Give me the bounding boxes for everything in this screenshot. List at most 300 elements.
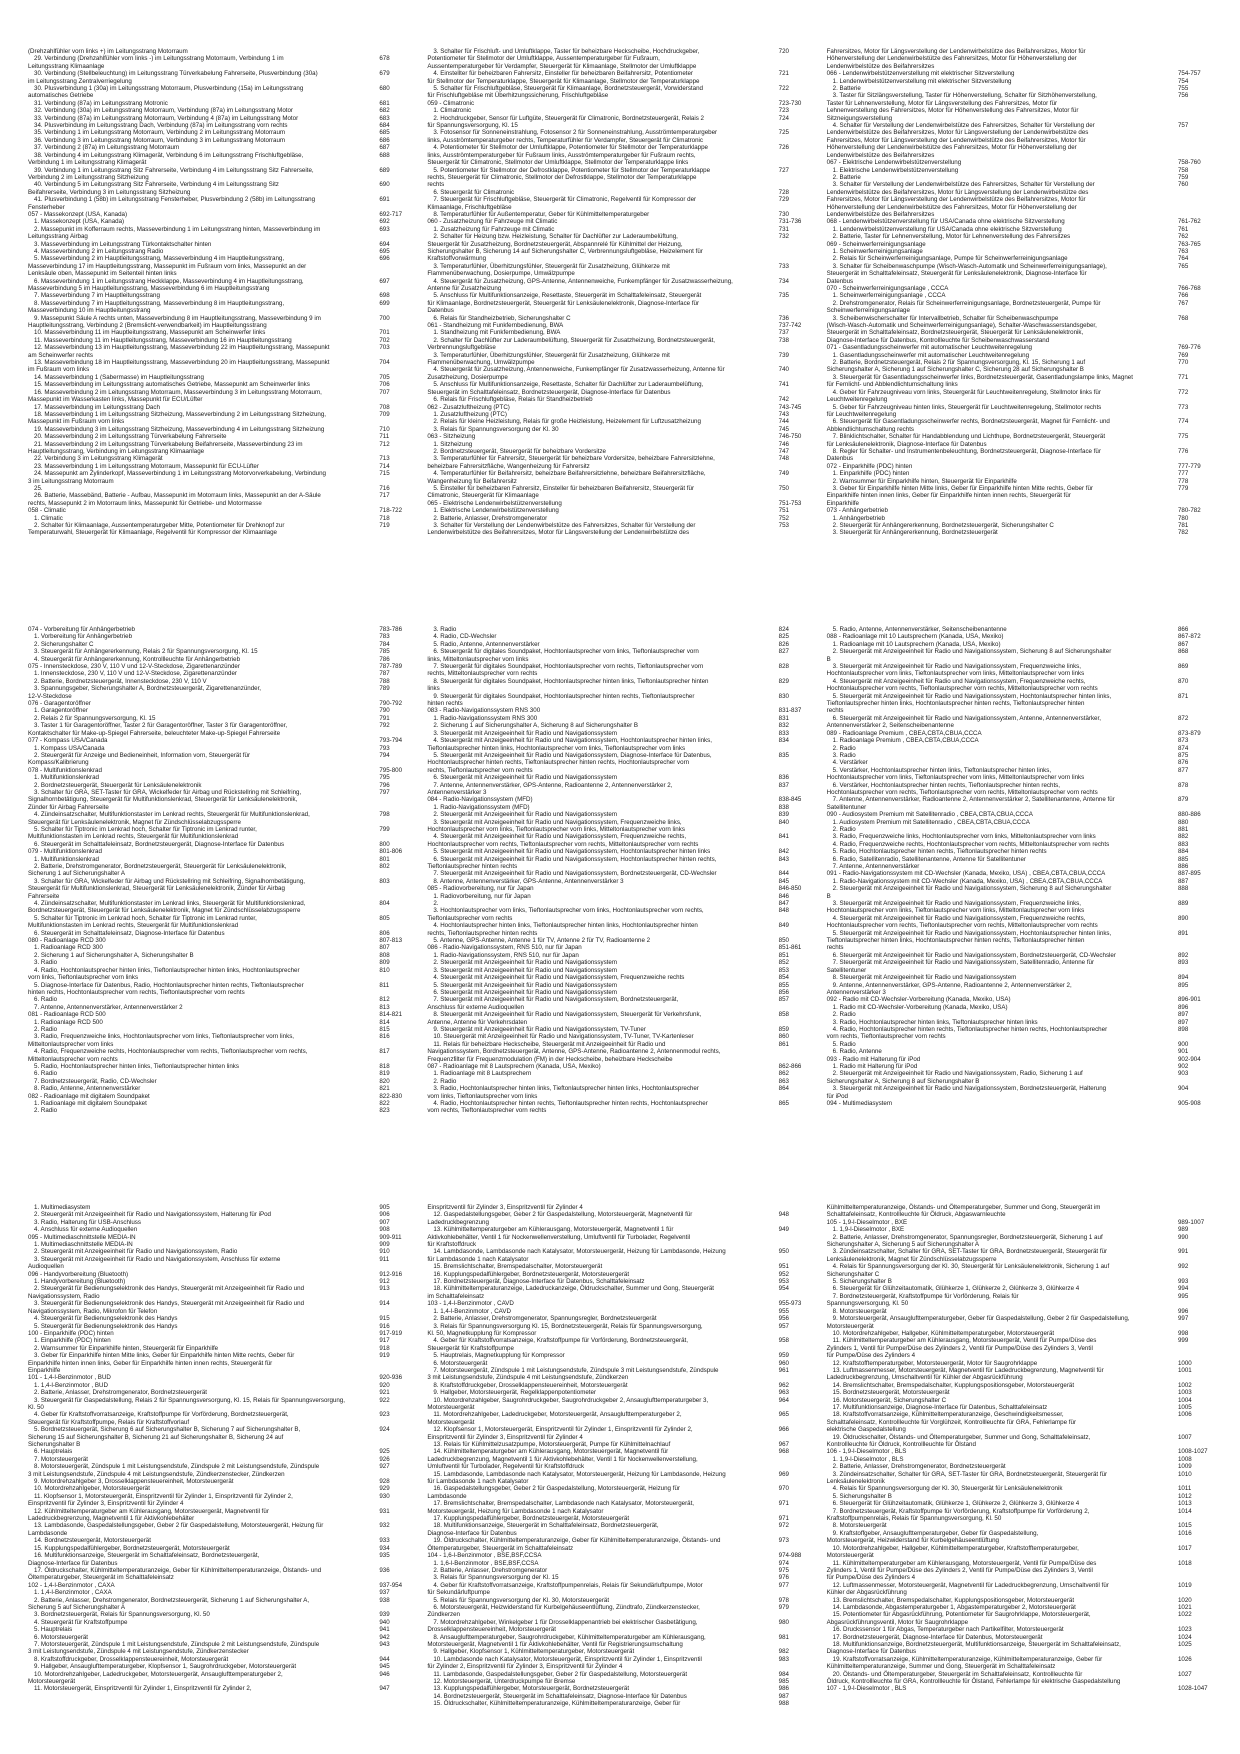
section-heading-entry [28, 1330, 413, 1337]
toc-entry [427, 1345, 812, 1352]
toc-entry [427, 633, 812, 640]
entry-text: Spannungsversorgung, Kl. 50 [826, 1300, 909, 1308]
toc-entry [28, 144, 413, 151]
entry-text: Temperaturwahl, Steuergerät für Klimaanlage, Regelventil für Kompressor der Klimaanlage [28, 529, 277, 537]
toc-entry [827, 1278, 1212, 1285]
entry-text: rechts, Tieftonlautsprecher vorn rechts [427, 766, 533, 774]
section-heading-entry [28, 1093, 413, 1100]
entry-text: 14. Bordnetzsteuergerät, Steuergerät im Schalttafeleinsatz, Diagnose-Interface für Datenbus [433, 1692, 687, 1700]
page-number: 765 [1177, 262, 1189, 270]
entry-text: 2. Batterie, Bordnetzsteuergerät, Relais 2 für Spannungsversorgung, Kl. 15, Sicherung 1 auf [832, 359, 1086, 367]
page-number: 989 [1177, 1226, 1189, 1234]
page-number: 724 [778, 114, 789, 122]
toc-entry [427, 833, 812, 840]
toc-entry [827, 1374, 1212, 1381]
entry-text: 3. Schalter für Scheibenwaschpumpe (Wisch-Wasch-Automatik und Scheinwerferreinigungsanlage), [832, 262, 1107, 270]
column-2 [427, 1204, 812, 1708]
entry-text: Lendenwirbelstütze des Beifahrersitzes [826, 210, 935, 218]
toc-entry [827, 937, 1212, 944]
toc-entry [827, 1589, 1212, 1596]
entry-text: Abgasrückführungsventil, Motor für Saugrohrklappe [826, 1618, 969, 1626]
entry-text: 2. Schalter für Dachlüfter zur Laderaumbelüftung, Steuergerät für Zusatzheizung, Bordnetzsteuergerät, [433, 336, 716, 344]
entry-text: 15. Bremslichtschalter, Bremspedalschalter, Motorsteuergerät [433, 1263, 603, 1271]
toc-entry [28, 952, 413, 959]
entry-text: Hochtonlautsprecher vorn links, Tieftonlautsprecher vorn links, Mitteltonlautsprecher vorn links [427, 825, 685, 833]
toc-entry [827, 1204, 1212, 1211]
toc-entry [427, 782, 812, 789]
toc-entry [827, 944, 1212, 951]
page-number: 1013 [1177, 1500, 1192, 1508]
page-number: 730 [778, 210, 789, 218]
toc-entry [28, 122, 413, 129]
page-number: 865 [778, 1100, 789, 1107]
toc-entry [827, 1485, 1212, 1492]
entry-text: 5. Radio, Hochtonlautsprecher hinten rechts, Tieftonlautsprecher hinten rechts [832, 848, 1047, 856]
toc-entry [427, 1530, 812, 1537]
page-number: 733 [778, 262, 789, 270]
toc-entry [28, 137, 413, 144]
entry-text: 7. Antenne, Antennenverstärker [832, 863, 920, 870]
toc-entry [827, 1271, 1212, 1278]
toc-entry [28, 648, 413, 655]
toc-entry [28, 129, 413, 136]
toc-entry [427, 1604, 812, 1611]
toc-entry [28, 1641, 413, 1648]
entry-text: Öltemperaturgeber, Steuergerät im Schalttafeleinsatz [28, 1574, 174, 1582]
page-number: 991 [1177, 1248, 1189, 1256]
page-number: 904 [1177, 1085, 1189, 1093]
entry-text: 3. Relais für Spannungsversorgung Kl. 15, Bordnetzsteuergerät, Relais für Spannungsversorgung, [433, 1322, 703, 1330]
entry-text: 4. Steuergerät mit Anzeigeeinheit für Radio und Navigationssystem, Hochtonlautsprecher hinten links, [433, 737, 712, 745]
toc-entry [827, 152, 1212, 159]
page-number: 932 [379, 1522, 390, 1530]
entry-text: Mitteltonlautsprecher vorn rechts [28, 1055, 118, 1063]
page-number: 975 [778, 1566, 789, 1574]
entry-text: 6. Steuergerät für Climatronic [433, 188, 515, 196]
entry-text: Sicherungshalter A, Sicherung 5 auf Sicherungshalter A [826, 1241, 980, 1249]
page-number: 840 [778, 818, 789, 826]
entry-text: Höhenverstellung der Lendenwirbelstütze des Fahrersitzes, Motor für Höhenverstellung der [826, 55, 1077, 63]
entry-text: 3. Steuergerät für Bedienungselektronik des Handys, Steuergerät mit Anzeigeeinheit für Radio und [34, 1300, 305, 1308]
entry-text: 083 - Radio-Navigationssystem RNS 300 [427, 707, 541, 715]
section-heading-entry [28, 1011, 413, 1018]
entry-text: 7. Antenne, Antennenverstärker, Radioantenne 2, Antennenverstärker 2, Satellitenantenne, Antenne für [832, 796, 1115, 804]
entry-text: Fahrersitzes, Motor für Längsverstellung der Lendenwirbelstütze des Beifahrersitzes, Motor für [826, 48, 1086, 55]
page-number: 861 [778, 1040, 789, 1048]
toc-entry [827, 1033, 1212, 1040]
toc-entry [427, 159, 812, 166]
entry-text: 095 - Multimediaschnittstelle MEDIA-IN [28, 1233, 136, 1241]
toc-entry [427, 241, 812, 248]
toc-entry [827, 1441, 1212, 1448]
toc-entry [28, 796, 413, 803]
page-number: 902-904 [1177, 1055, 1201, 1063]
toc-entry [28, 315, 413, 322]
page-number: 967 [778, 1441, 789, 1448]
toc-entry [827, 322, 1212, 329]
entry-text: 6. Hauptrelais [34, 1448, 73, 1456]
page-number: 707 [379, 388, 390, 396]
section-heading-entry [28, 1271, 413, 1278]
entry-text: 085 - Radiovorbereitung, nur für Japan [427, 885, 534, 893]
toc-entry [827, 248, 1212, 255]
entry-text: 17. Öldruckschalter, Kühlmitteltemperaturanzeige, Geber für Kühlmitteltemperaturanzeige, Ölstands- und [34, 1566, 322, 1574]
entry-text: 6. Steuergerät im Schalttafeleinsatz, Diagnose-Interface für Datenbus [34, 929, 225, 937]
entry-text: Motorsteuergerät [427, 1403, 475, 1411]
page-number: 769-776 [1177, 344, 1201, 352]
entry-text: 1. Climatronic [433, 107, 472, 115]
page-number: 952 [778, 1270, 789, 1278]
page-number: 856 [778, 988, 789, 996]
page-number: 882 [1177, 833, 1189, 841]
entry-text: 4. Einstellter für beheizbaren Fahrersitz, Einsteller für beheizbaren Beifahrersitz, Potentiometer [433, 70, 693, 78]
entry-text: 074 - Vorbereitung für Anhängerbetrieb [28, 626, 135, 633]
toc-entry [427, 278, 812, 285]
entry-text: 5. Relais für Spannungsversorgung der Kl. 30, Motorsteuergerät [433, 1596, 610, 1604]
entry-text: Lendenwirbelstütze des Beifahrersitzes, Motor für Längsverstellung der Lendenwirbelstütze des [826, 129, 1089, 137]
entry-text: für Frischluftgebläse mit Überhitzungssicherung, Frischluftgebläse [427, 92, 609, 100]
entry-text: 6. Motorsteuergerät, Heizwiderstand für Kurbelgehäuseentlüftung, Zündtrafo, Zündkerzenstecker, [433, 1603, 700, 1611]
entry-text: 24. Massepunkt am Zylinderkopf, Masseverbindung 1 im Leitungsstrang Motorvorverkabelung, Verbindung [34, 470, 327, 478]
toc-entry [427, 122, 812, 129]
toc-entry [427, 55, 812, 62]
entry-text: 6. Steuergerät mit Anzeigeeinheit für Radio und Navigationssystem [433, 988, 617, 996]
entry-text: 18. Multifunktionsanzeige, Bordnetzsteuergerät, Multifunktionsanzeige, Steuergerät im Schalttafeleinsatz, [832, 1640, 1121, 1648]
toc-entry [28, 1634, 413, 1641]
entry-text: Steuergerät im Schalttafeleinsatz, Steuergerät für Lenksäulenelektronik, Diagnose-Interface für [826, 270, 1087, 278]
section-heading-entry [827, 1219, 1212, 1226]
entry-text: Kraftstoffvorwärmung [427, 255, 487, 263]
entry-text: Flammenüberwachung, Dosierpumpe, Umwälzpumpe [427, 270, 575, 278]
toc-entry [427, 1567, 812, 1574]
entry-text: Zünder für Airbag Fahrerseite [28, 803, 109, 811]
page-number: 832 [778, 722, 789, 730]
entry-text: Aktivkohlebehälter, Ventil 1 für Nockenwellenverstellung, Umluftventil für Turbolader, Regelventil [427, 1233, 691, 1241]
toc-entry [28, 226, 413, 233]
page-number: 968 [778, 1448, 789, 1456]
entry-text: 3. Schalter für GRA, Wickelfeder für Airbag und Rückstellring mit Schleifring, Signalhornbetätigung, [34, 877, 306, 885]
page-number: 820 [379, 1077, 390, 1085]
toc-entry [827, 1478, 1212, 1485]
column-3 [827, 626, 1212, 1115]
entry-text: 106 - 1,9-l-Dieselmotor , BLS [826, 1448, 907, 1456]
toc-entry [427, 470, 812, 477]
entry-text: 076 - Garagentoröffner [28, 700, 91, 708]
page-number: 857 [778, 996, 789, 1004]
entry-text: 8. Masseverbindung 7 im Hauptleitungsstrang, Masseverbindung 8 im Hauptleitungsstrang, [34, 299, 285, 307]
entry-text: vorn links, Tieftonlautsprecher vorn links [28, 974, 139, 982]
entry-text: 3. Radio [34, 959, 58, 967]
entry-text: 9. Massepunkt Säule A rechts unten, Masseverbindung 8 im Hauptleitungsstrang, Masseverbindung 9 im [34, 314, 321, 322]
page-number: 783-786 [379, 626, 403, 633]
entry-text: im Fußraum vorn links [28, 366, 90, 374]
toc-entry [827, 100, 1212, 107]
page-number: 854 [778, 974, 789, 982]
entry-text: 2. Batterie, Anlasser, Drehstromgenerator, Bordnetzsteuergerät [832, 1463, 1006, 1471]
toc-entry [827, 55, 1212, 62]
toc-entry [28, 241, 413, 248]
toc-entry [427, 1545, 812, 1552]
entry-text: 3. Steuergerät mit Anzeigeeinheit für Radio und Navigationssystem, Bordnetzsteuergerät, Halterung [832, 1085, 1107, 1093]
toc-entry [427, 1611, 812, 1618]
entry-text: Frequenzfilter für Frequenzmodulation (FM) in der Heckscheibe, beheizbare Heckscheibe [427, 1055, 673, 1063]
entry-text: 15. Lambdasonde, Lambdasonde nach Katalysator, Motorsteuergerät, Heizung für Lambdasonde, Heizung [433, 1470, 726, 1478]
entry-text: 5. Masseverbindung 2 im Hauptleitungsstrang, Masseverbindung 4 im Hauptleitungsstrang, [34, 255, 285, 263]
toc-entry [28, 448, 413, 455]
page-number: 1025 [1177, 1640, 1192, 1648]
page-number: 783 [379, 633, 390, 641]
entry-text: hinten rechts, Hochtonlautsprecher vorn rechts, Tieftonlautsprecher vorn rechts [28, 988, 245, 996]
entry-text: 1. Kompass USA/Canada [34, 744, 105, 752]
toc-entry [427, 1411, 812, 1418]
toc-entry [28, 1493, 413, 1500]
section-heading-entry [427, 322, 812, 329]
entry-text: 19. Masseverbindung 3 im Leitungsstrang Sitzheizung, Masseverbindung 4 im Leitungsstrang Sitzheizung [34, 425, 325, 433]
entry-text: 2. Batterie, Taster für Lehnenverstellung, Motor für Lehnenverstellung des Fahrersitzes [832, 233, 1071, 241]
page-number: 790 [379, 707, 390, 715]
page-number: 873 [1177, 737, 1189, 745]
entry-text: 3. Temperaturfühler, Überhitzungsfühler, Steuergerät für Zusatzheizung, Glühkerze mit [433, 351, 670, 359]
toc-entry [28, 1522, 413, 1529]
entry-text: 6. Radio, Antenne [832, 1048, 882, 1056]
entry-text: Lambdasonde [28, 1529, 68, 1537]
page-number: 870 [1177, 677, 1189, 685]
toc-entry [427, 1078, 812, 1085]
page-number: 699 [379, 299, 390, 307]
page-number: 880-886 [1177, 811, 1201, 819]
entry-text: 5. Radio, Antenne, Antennenverstärker [433, 640, 540, 648]
toc-entry [28, 1278, 413, 1285]
entry-text: rechts, Steuergerät für Climatronic, Stellmotor der Defrostklappe, Stellmotor der Temperaturklappe [427, 173, 697, 181]
entry-text: Fahrerseite [28, 892, 60, 900]
page-number: 770 [1177, 359, 1189, 367]
entry-text: 082 - Radioanlage mit digitalem Soundpaket [28, 1092, 150, 1100]
page-number: 949 [778, 1226, 789, 1234]
entry-text: 2. Relais für kleine Heizleistung, Relais für große Heizleistung, Heizelement für Luftzusatzheizung [433, 418, 701, 426]
entry-text: Sicherungshalter A, Sicherung 1 auf Sicherungshalter C, Sicherung 28 auf Sicherungshalter B [826, 366, 1084, 374]
toc-entry [827, 1500, 1212, 1507]
column-1 [28, 626, 413, 1115]
page-number: 780-782 [1177, 507, 1201, 515]
toc-entry [28, 1345, 413, 1352]
toc-entry [427, 255, 812, 262]
toc-entry [427, 233, 812, 240]
entry-text: 12. Gaspedalstellungsgeber, Geber 2 für Gaspedalstellung, Motorsteuergerät, Magnetventil für [433, 1211, 693, 1219]
page-number: 984 [778, 1670, 789, 1678]
entry-text: Einparkhilfe [28, 1366, 61, 1374]
entry-text: 6. Steuergerät für Gasentladungsscheinwerfer rechts, Bordnetzsteuergerät, Magnet für Fernlicht- und [832, 418, 1110, 426]
page-number: 923 [379, 1411, 390, 1419]
toc-entry [427, 485, 812, 492]
section-heading-entry [827, 633, 1212, 640]
page-number: 887 [1177, 877, 1189, 885]
entry-text: Lehnenverstellung des Fahrersitzes, Motor für Höhenverstellung des Fahrersitzes, Motor für [826, 107, 1079, 115]
section-heading-entry [427, 944, 812, 951]
page-number: 999 [1177, 1337, 1189, 1345]
toc-entry [427, 285, 812, 292]
toc-entry [827, 1619, 1212, 1626]
entry-text: 2. Batterie, Drehstromgenerator, Bordnetzsteuergerät, Steuergerät für Lenksäulenelektronik, [34, 863, 287, 870]
entry-text: 10. Motordrehzahlgeber, Hallgeber, Kühlmitteltemperaturgeber, Kraftstofftemperaturgeber, [832, 1544, 1079, 1552]
page-number: 956 [778, 1315, 789, 1323]
entry-text: 37. Verbindung 2 (87a) im Leitungsstrang Motorraum [34, 144, 180, 152]
toc-entry [427, 374, 812, 381]
toc-entry [427, 248, 812, 255]
entry-text: Hochtonlautsprecher vorn rechts, Tieftonlautsprecher vorn rechts, Mitteltonlautsprecher vorn rechts [826, 922, 1098, 930]
entry-text: 101 - 1,4-l-Benzinmotor , BUD [28, 1374, 111, 1382]
entry-text: elektrische Gaspedalstellung [826, 1426, 906, 1434]
entry-text: 2. Bordnetzsteuergerät, Steuergerät für beheizbare Vordersitze [433, 447, 606, 455]
entry-text: 36. Verbindung 3 im Leitungsstrang Motorraum, Verbindung 3 im Leitungsstrang Motorraum [34, 136, 286, 144]
toc-entry [28, 515, 413, 522]
page-number: 1000 [1177, 1359, 1192, 1367]
page-number: 727 [778, 166, 789, 174]
toc-entry [28, 196, 413, 203]
entry-text: 1. Audiosystem Premium mit Satellitenradio , CBEA,CBTA,CBUA,CCCA [832, 818, 1030, 826]
entry-text: 11. Masseverbindung 11 im Hauptleitungsstrang, Masseverbindung 16 im Hauptleitungsstrang [34, 336, 292, 344]
entry-text: für Stellmotor der Temperaturklappe, Steuergerät für Klimaanlage, Stellmotor der Temperaturklappe [427, 77, 700, 85]
page-number: 896-901 [1177, 996, 1201, 1004]
toc-entry [427, 1441, 812, 1448]
page-number: 829 [778, 677, 789, 685]
section-heading-entry [427, 707, 812, 714]
entry-text: 3. Steuergerät mit Anzeigeeinheit für Radio und Navigationssystem, Frequenzweiche links, [832, 663, 1081, 671]
toc-entry [827, 1419, 1212, 1426]
toc-entry [427, 181, 812, 188]
entry-text: 6. Steuergerät mit Anzeigeeinheit für Radio und Navigationssystem, Antenne, Antennenverstärker, [832, 714, 1101, 722]
entry-text: 2. Steuergerät mit Anzeigeeinheit für Radio und Navigationssystem, Sicherung 8 auf Sicherungshalter [832, 885, 1112, 893]
page-number: 846-850 [778, 885, 802, 893]
entry-text: 10. Motordrehzahlgeber, Ladedruckgeber, Motorsteuergerät, Ansauglufttemperaturgeber 2, [34, 1670, 283, 1678]
toc-entry [827, 255, 1212, 262]
entry-text: 2. Drehstromgenerator, Relais für Scheinwerferreinigungsanlage, Bordnetzsteuergerät, Pumpe für [832, 299, 1101, 307]
toc-entry [827, 1656, 1212, 1663]
page-number: 1019 [1177, 1581, 1192, 1589]
entry-text: Sicherungshalter B [28, 1441, 81, 1448]
toc-entry [28, 1367, 413, 1374]
entry-text: 9. Hallgeber, Motorsteuergerät, Regelklappenpotentiometer [433, 1389, 597, 1397]
toc-entry [28, 752, 413, 759]
toc-entry [427, 529, 812, 536]
toc-entry [427, 1263, 812, 1270]
page-number: 974-988 [778, 1552, 802, 1560]
toc-entry [827, 1582, 1212, 1589]
page-number: 859 [778, 1025, 789, 1033]
page-number: 679 [379, 70, 390, 78]
entry-text: Datenbus [826, 277, 854, 285]
toc-entry [827, 1411, 1212, 1418]
entry-text: 17. Bremslichtschalter, Bremspedalschalter, Lambdasonde nach Katalysator, Motorsteuergerät, [433, 1500, 695, 1508]
toc-entry [28, 1656, 413, 1663]
page-number: 695 [379, 247, 390, 255]
entry-text: 3. Geber für Einparkhilfe hinten Mitte links, Geber für Einparkhilfe hinten Mitte rechts, Geber für [34, 1352, 295, 1360]
page-number: 771 [1177, 373, 1189, 381]
toc-entry [28, 745, 413, 752]
entry-text: 2. Radio [832, 1011, 856, 1019]
page-number: 760 [1177, 181, 1189, 189]
section-heading-entry [28, 848, 413, 855]
section-heading-entry [827, 730, 1212, 737]
entry-text: Verbrennungsluftgebläse [427, 344, 496, 352]
page-number: 983 [778, 1655, 789, 1663]
entry-text: Datenbus [826, 455, 854, 463]
entry-text: 14. Bordnetzsteuergerät, Motorsteuergerät [34, 1537, 151, 1545]
entry-text: 34. Plusverbindung im Leitungsstrang Dach, Verbindung (87a) im Leitungsstrang vorn rechts [34, 122, 288, 130]
entry-text: 2. Warnsummer für Einparkhilfe hinten, Steuergerät für Einparkhilfe [832, 477, 1017, 485]
toc-entry [28, 1597, 413, 1604]
toc-entry [827, 1093, 1212, 1100]
toc-entry [427, 848, 812, 855]
entry-text: 1. Lendenwirbelstützenverstellung mit elektrischer Sitzverstellung [832, 77, 1012, 85]
entry-text: 13. Lambdasonde, Gaspedalstellungsgeber, Geber 2 für Gaspedalstellung, Motorsteuergerät, Heizung für [34, 1522, 324, 1530]
entry-text: 8. Kraftstoffdruckgeber, Drosselklappensteuereinheit, Motorsteuergerät [433, 1381, 628, 1389]
toc-entry [827, 174, 1212, 181]
entry-text: 061 - Standheizung mit Funkfernbedienung, BWA [427, 322, 564, 330]
page-number: 996 [1177, 1307, 1189, 1315]
entry-text: 3 mit Leistungsendstufe, Zündspule 4 mit Leistungsendstufe, Zündkerzenstecker, Zündkerzen [28, 1470, 285, 1478]
page-number: 753 [778, 522, 789, 529]
entry-text: 4. Masseverbindung 2 im Leitungsstrang Radio [34, 247, 164, 255]
page-number: 722 [778, 85, 789, 93]
entry-text: im Schalttafeleinsatz [427, 1292, 485, 1300]
page-number: 917 [379, 1337, 390, 1345]
page-number: 757 [1177, 122, 1189, 130]
toc-entry [28, 1456, 413, 1463]
toc-entry [827, 196, 1212, 203]
toc-entry [827, 359, 1212, 366]
toc-entry [28, 1530, 413, 1537]
entry-text: 11. Lambdasonde, Gaspedalstellungsgeber, Geber 2 für Gaspedalstellung, Motorsteuergerät [433, 1670, 688, 1678]
page-number: 972 [778, 1522, 789, 1530]
entry-text: 16. Motorsteuergerät, Sicherungshalter C [832, 1396, 947, 1404]
toc-entry [427, 1389, 812, 1396]
page-number: 998 [1177, 1329, 1189, 1337]
toc-entry [827, 745, 1212, 752]
page-number: 850 [778, 937, 789, 945]
page-block-3 [28, 1204, 1212, 1708]
entry-text: Datenbus [427, 307, 454, 315]
entry-text: für Kraftstoffdruck [427, 1241, 477, 1249]
toc-entry [827, 329, 1212, 336]
page-number: 1007 [1177, 1433, 1192, 1441]
page-number: 736 [778, 314, 789, 322]
toc-entry [427, 982, 812, 989]
toc-entry [827, 1597, 1212, 1604]
entry-text: 3. Radio, Hochtonlautsprecher hinten links, Tieftonlautsprecher hinten links [832, 1018, 1038, 1026]
page-number: 1016 [1177, 1529, 1192, 1537]
section-heading-entry [28, 737, 413, 744]
page-number: 1021 [1177, 1603, 1192, 1611]
entry-text: 3. Steuergerät mit Anzeigeeinheit für Radio und Navigationssystem [433, 729, 617, 737]
toc-entry [28, 1471, 413, 1478]
entry-text: rechts [427, 181, 445, 189]
page-number: 697 [379, 277, 390, 285]
entry-text: 2. Batterie [832, 85, 861, 93]
entry-text: 1. Handyvorbereitung (Bluetooth) [34, 1278, 126, 1286]
entry-text: 087 - Radioanlage mit 8 Lautsprechern (Kanada, USA, Mexiko) [427, 1062, 601, 1070]
page-number: 738 [778, 336, 789, 344]
toc-entry [827, 1063, 1212, 1070]
toc-entry [28, 900, 413, 907]
entry-text: 1. Vorbereitung für Anhängerbetrieb [34, 633, 133, 641]
entry-text: 9. Hallgeber, Ansauglufttemperaturgeber, Klopfsensor 1, Saugrohrdruckgeber, Motorsteuergerät [34, 1663, 297, 1671]
entry-text: Zylinders 1, Ventil für Pumpe/Düse des Zylinders 2, Ventil für Pumpe/Düse des Zylinders 3, Ventil [826, 1344, 1093, 1352]
page-number: 905-908 [1177, 1100, 1201, 1107]
toc-entry [28, 1256, 413, 1263]
page-number: 876 [1177, 759, 1189, 767]
section-heading-entry [28, 1234, 413, 1241]
entry-text: 2. Radio [433, 1077, 457, 1085]
